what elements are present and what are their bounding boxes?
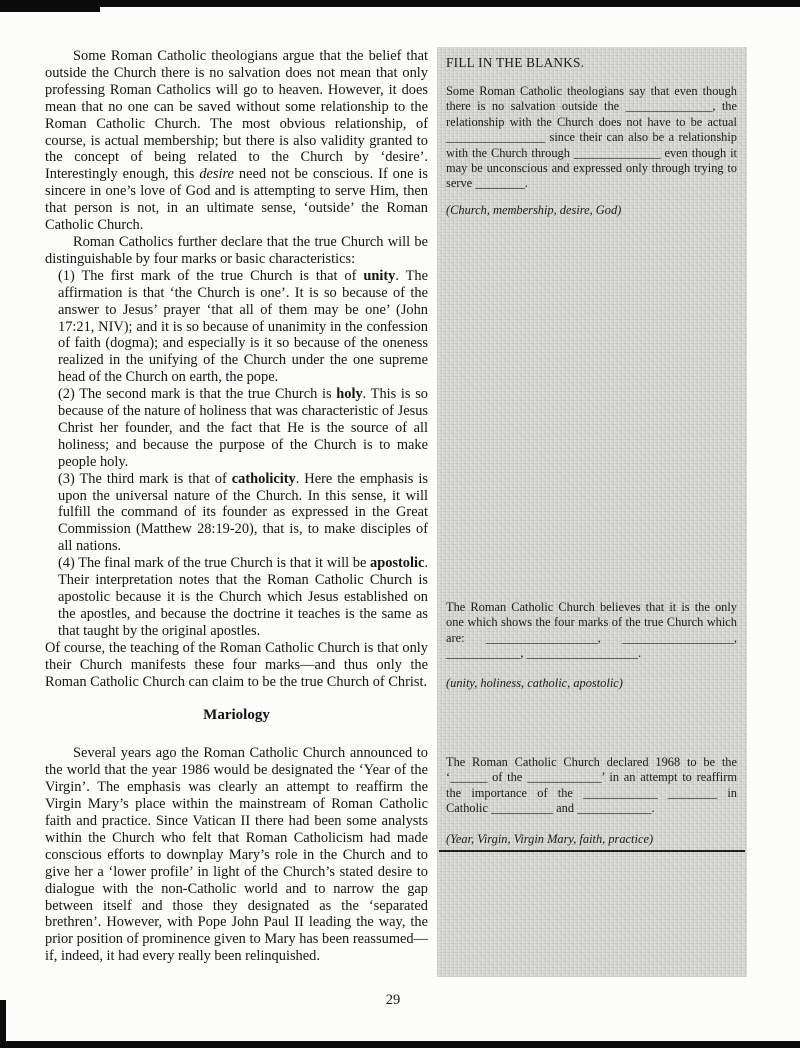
answer-key-2: (unity, holiness, catholic, apostolic) xyxy=(446,676,623,690)
paragraph-text: (4) The final mark of the true Church is that it will be xyxy=(58,555,371,572)
scan-artifact-top-bar xyxy=(0,0,800,7)
paragraph-text: (3) The third mark is that of xyxy=(58,470,232,487)
paragraph-text: . Their interpretation notes that the Roman Catholic Church is apostolic because it is the Church which Jesus established on the apostles, and because the doctrine it teaches is the same as that taught by the original apostles. xyxy=(58,555,428,639)
fill-blank-exercise-3: The Roman Catholic Church declared 1968 to be the ‘______ of the ____________’ in an attempt to reaffirm the importance of the ____________ ________ in Catholic __________ and ____________. xyxy=(446,755,737,816)
fill-blank-exercise-2: The Roman Catholic Church believes that it is the only one which shows the four marks of the true Church which are: __________________, __________________, ____________, __________________. xyxy=(446,600,737,661)
divider-rule xyxy=(439,850,745,852)
marks-list xyxy=(45,268,428,640)
paragraph-conclusion: Of course, the teaching of the Roman Catholic Church is that only their Church manifests these four marks—and thus only the Roman Catholic Church can claim to be the true Church of Christ. xyxy=(45,639,428,690)
paragraph-four-marks-intro: Roman Catholics further declare that the true Church will be distinguishable by four marks or basic characteristics: xyxy=(45,233,428,267)
panel-title: FILL IN THE BLANKS. xyxy=(446,55,585,70)
italic-term-desire: desire xyxy=(199,166,234,183)
paragraph-text: need not be conscious. If one is sincere in one’s love of God and is attempting to serve Him, then that person is not, in an ultimate sense, ‘outside’ the Roman Catholic Church. xyxy=(45,166,428,234)
page-number: 29 xyxy=(385,992,401,1008)
scan-artifact-bottom-bar xyxy=(0,1041,800,1048)
paragraph-mariology: Several years ago the Roman Catholic Church announced to the world that the year 1986 would be designated the ‘Year of the Virgin’. The emphasis was clearly an attempt to reaffirm the Virgin Mary’s place within the mainstream of Roman Catholic faith and practice. Since Vatican II there had been some analysts within the Church who felt that Roman Catholicism had made conscious efforts to downplay Mary’s role in the Church and to give her a ‘lower profile’ in light of the Church’s stated desire to dialogue with the non-Catholic world and to narrow the gap between itself and those they designated as the ‘separated brethren’. However, with Pope John Paul II leading the way, the prior position of prominence given to Mary has been reassumed—if, indeed, it had every really been relinquished. xyxy=(45,745,428,965)
mark-item-unity xyxy=(58,268,428,386)
main-text-column xyxy=(45,48,428,965)
paragraph-text: (1) The first mark of the true Church is that of xyxy=(58,267,364,284)
paragraph-text: . The affirmation is that ‘the Church is one’. It is so because of the answer to Jesus’ prayer ‘that all of them may be one’ (John 17:21, NIV); and it is so because of unanimity in the confession of faith (dogma); and especially is it so because of the oneness realized in the unifying of the Church under the one supreme head of the Church on earth, the pope. xyxy=(58,267,429,386)
mark-item-holy xyxy=(58,386,428,471)
answer-key-1: (Church, membership, desire, God) xyxy=(446,203,622,217)
paragraph-salvation xyxy=(45,48,428,234)
bold-term-apostolic: apostolic xyxy=(370,555,425,572)
paragraph-text: Some Roman Catholic theologians argue that the belief that outside the Church there is no salvation does not mean that only professing Roman Catholics will go to heaven. However, it does mean that no one can be saved without some relationship to the Roman Catholic Church. The most obvious relationship, of course, is actual membership; but there is also validity granted to the concept of being related to the Church by ‘desire’. Interestingly enough, this xyxy=(45,48,428,183)
bold-term-holy: holy xyxy=(336,386,363,403)
mark-item-catholicity xyxy=(58,471,428,556)
paragraph-text: (2) The second mark is that the true Church is xyxy=(58,386,337,403)
fill-blank-exercise-1: Some Roman Catholic theologians say that even though there is no salvation outside the ______________, the relationship with the Church does not have to be actual ________________ since their can also be a relationship with the Church through ______________ even though it may be unconscious and expressed only through trying to serve ________. xyxy=(446,84,737,191)
answer-key-3: (Year, Virgin, Virgin Mary, faith, practice) xyxy=(446,832,654,846)
mark-item-apostolic xyxy=(58,555,428,640)
bold-term-catholicity: catholicity xyxy=(231,470,296,487)
fill-in-the-blanks-panel xyxy=(437,47,747,977)
paragraph-text: . This is so because of the nature of holiness that was characteristic of Jesus Christ her founder, and the fact that He is the source of all holiness; and because the purpose of the Church is to make people holy. xyxy=(58,386,428,470)
scan-artifact-top-left xyxy=(0,0,100,12)
bold-term-unity: unity xyxy=(363,267,396,284)
paragraph-text: . Here the emphasis is upon the universal nature of the Church. In this sense, it will fulfill the command of its founder as expressed in the Great Commission (Matthew 28:19-20), that is, to make disciples of all nations. xyxy=(58,470,428,555)
section-heading-mariology: Mariology xyxy=(203,707,270,724)
